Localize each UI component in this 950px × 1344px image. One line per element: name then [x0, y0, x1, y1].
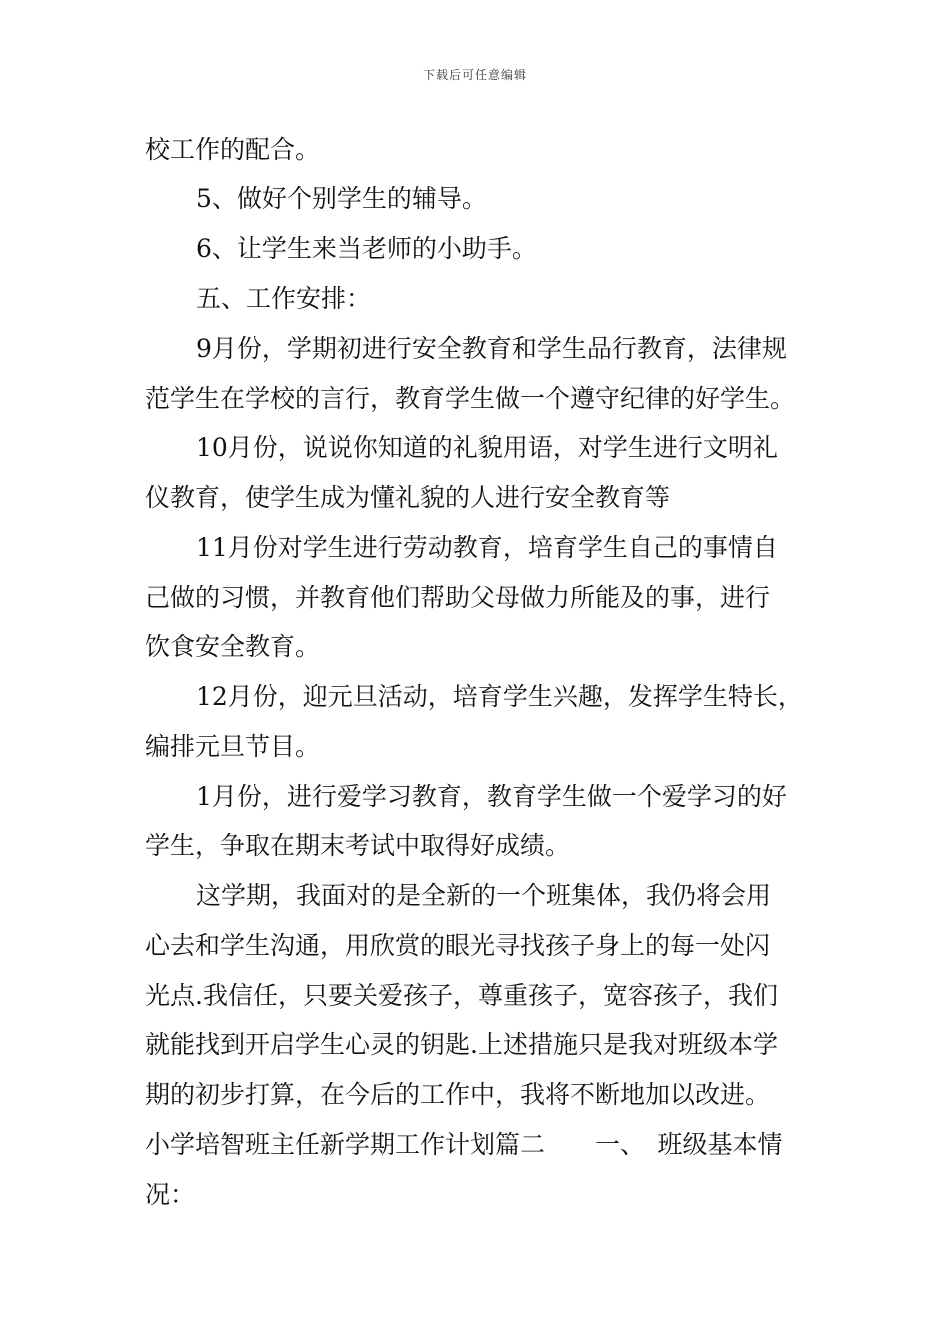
- text-line: 6、让学生来当老师的小助手。: [196, 234, 537, 263]
- text-line: 就能找到开启学生心灵的钥匙.上述措施只是我对班级本学: [145, 1030, 778, 1059]
- text-line: 饮食安全教育。: [145, 632, 321, 661]
- text-line: 1月份，进行爱学习教育，教育学生做一个爱学习的好: [196, 782, 787, 811]
- text-line: 9月份，学期初进行安全教育和学生品行教育，法律规: [196, 334, 787, 363]
- text-line: 5、做好个别学生的辅导。: [196, 184, 487, 213]
- text-line: 编排元旦节目。: [145, 732, 321, 761]
- page-header: 下载后可任意编辑: [422, 68, 527, 82]
- text-line: 期的初步打算，在今后的工作中，我将不断地加以改进。: [145, 1080, 771, 1109]
- text-line: 10月份，说说你知道的礼貌用语，对学生进行文明礼: [196, 433, 778, 462]
- text-line: 范学生在学校的言行，教育学生做一个遵守纪律的好学生。: [145, 384, 796, 413]
- text-line: 学生，争取在期末考试中取得好成绩。: [145, 831, 571, 860]
- text-line: 12月份，迎元旦活动，培育学生兴趣，发挥学生特长，: [196, 682, 803, 711]
- text-line: 仪教育，使学生成为懂礼貌的人进行安全教育等: [145, 483, 671, 512]
- text-line: 光点.我信任，只要关爱孩子，尊重孩子，宽容孩子，我们: [145, 981, 778, 1010]
- text-line: 心去和学生沟通，用欣赏的眼光寻找孩子身上的每一处闪: [145, 931, 771, 960]
- text-line: 小学培智班主任新学期工作计划篇二 一、 班级基本情: [145, 1130, 783, 1159]
- text-line: 己做的习惯，并教育他们帮助父母做力所能及的事，进行: [145, 583, 771, 612]
- text-line: 11月份对学生进行劳动教育，培育学生自己的事情自: [196, 533, 778, 562]
- text-line: 校工作的配合。: [145, 135, 321, 164]
- text-line: 五、工作安排：: [196, 284, 372, 313]
- text-line: 况：: [145, 1180, 196, 1209]
- text-line: 这学期，我面对的是全新的一个班集体，我仍将会用: [196, 881, 772, 910]
